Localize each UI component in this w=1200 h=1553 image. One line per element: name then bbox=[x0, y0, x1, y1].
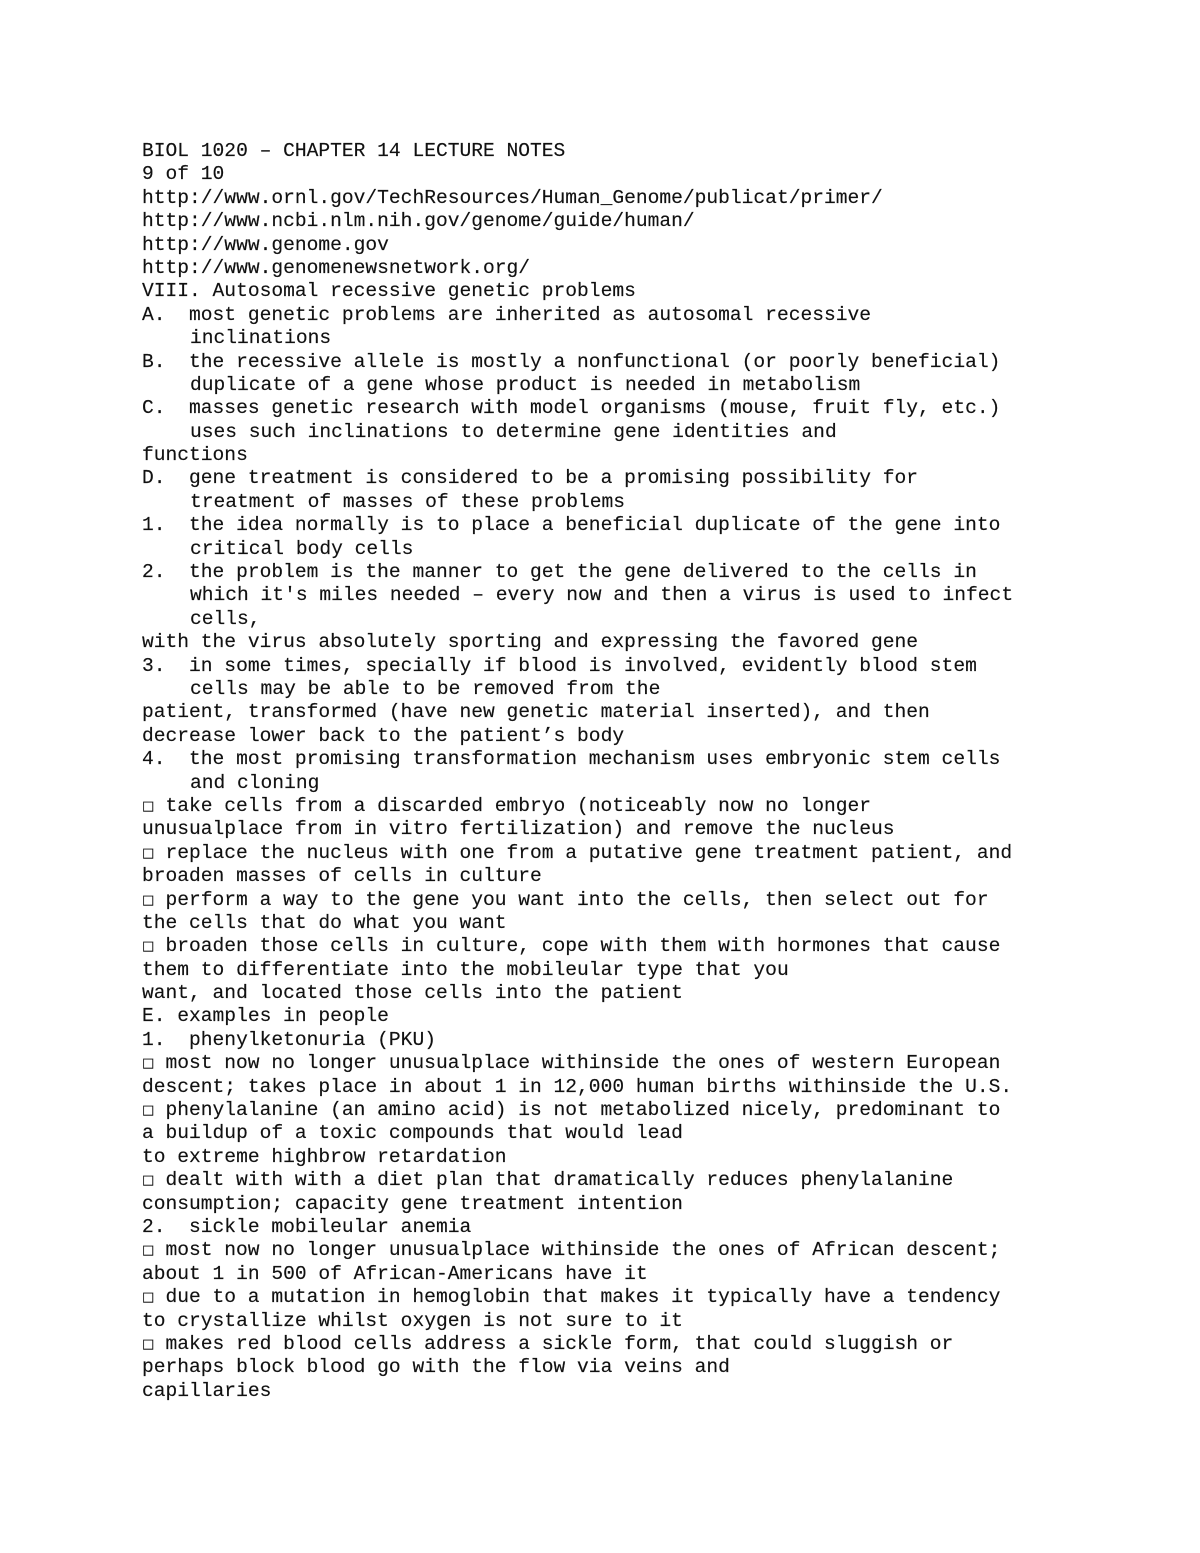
section-heading: VIII. Autosomal recessive genetic problems bbox=[142, 280, 636, 303]
bullet-continuation: want, and located those cells into the patient bbox=[142, 982, 683, 1005]
box-bullet-icon: □ bbox=[142, 892, 155, 908]
bullet-item bbox=[142, 935, 1142, 958]
bullet-continuation: consumption; capacity gene treatment intention bbox=[142, 1192, 683, 1215]
bullet-continuation: to extreme highbrow retardation bbox=[142, 1145, 507, 1168]
bullet-text: replace the nucleus with one from a putative gene treatment patient, and bbox=[165, 841, 1013, 864]
lecture-notes-text bbox=[142, 140, 1142, 1403]
outline-continuation: critical body cells bbox=[190, 537, 414, 560]
outline-continuation: which it's miles needed – every now and then a virus is used to infect bbox=[190, 584, 1014, 607]
bullet-text: makes red blood cells address a sickle form, that could sluggish or bbox=[165, 1332, 954, 1355]
reference-link[interactable]: http://www.ncbi.nlm.nih.gov/genome/guide/human/ bbox=[142, 210, 695, 233]
bullet-text: dealt with with a diet plan that dramatically reduces phenylalanine bbox=[165, 1169, 954, 1192]
bullet-continuation: about 1 in 500 of African-Americans have it bbox=[142, 1262, 648, 1285]
page-number: 9 of 10 bbox=[142, 163, 225, 186]
bullet-text: due to a mutation in hemoglobin that makes it typically have a tendency bbox=[165, 1286, 1001, 1309]
bullet-item bbox=[142, 795, 1142, 818]
outline-item: A. most genetic problems are inherited as autosomal recessive bbox=[142, 303, 872, 326]
box-bullet-icon: □ bbox=[142, 939, 155, 955]
bullet-continuation: to crystallize whilst oxygen is not sure to it bbox=[142, 1309, 683, 1332]
outline-item: 1. the idea normally is to place a beneficial duplicate of the gene into bbox=[142, 514, 1001, 537]
bullet-text: take cells from a discarded embryo (noticeably now no longer bbox=[165, 794, 871, 817]
box-bullet-icon: □ bbox=[142, 1103, 155, 1119]
bullet-item bbox=[142, 1169, 1142, 1192]
box-bullet-icon: □ bbox=[142, 845, 155, 861]
outline-continuation: and cloning bbox=[190, 771, 320, 794]
outline-item: C. masses genetic research with model organisms (mouse, fruit fly, etc.) bbox=[142, 397, 1001, 420]
reference-link[interactable]: http://www.genomenewsnetwork.org/ bbox=[142, 256, 531, 279]
box-bullet-icon: □ bbox=[142, 1290, 155, 1306]
outline-item: 2. sickle mobileular anemia bbox=[142, 1215, 472, 1238]
outline-item: 3. in some times, specially if blood is involved, evidently blood stem bbox=[142, 654, 977, 677]
bullet-item bbox=[142, 1286, 1142, 1309]
bullet-item bbox=[142, 1099, 1142, 1122]
bullet-continuation: perhaps block blood go with the flow via veins and bbox=[142, 1356, 730, 1379]
outline-item: 4. the most promising transformation mechanism uses embryonic stem cells bbox=[142, 748, 1001, 771]
outline-continuation: decrease lower back to the patient’s body bbox=[142, 724, 625, 747]
outline-item: 2. the problem is the manner to get the gene delivered to the cells in bbox=[142, 561, 977, 584]
outline-continuation: functions bbox=[142, 444, 248, 467]
reference-link[interactable]: http://www.ornl.gov/TechResources/Human_Genome/publicat/primer/ bbox=[142, 186, 883, 209]
box-bullet-icon: □ bbox=[142, 1173, 155, 1189]
outline-item: 1. phenylketonuria (PKU) bbox=[142, 1028, 436, 1051]
outline-continuation: inclinations bbox=[190, 327, 332, 350]
document-title: BIOL 1020 – CHAPTER 14 LECTURE NOTES bbox=[142, 140, 566, 162]
bullet-continuation: capillaries bbox=[142, 1379, 272, 1402]
outline-item: E. examples in people bbox=[142, 1005, 389, 1028]
outline-continuation: patient, transformed (have new genetic material inserted), and then bbox=[142, 701, 930, 724]
box-bullet-icon: □ bbox=[142, 1056, 155, 1072]
bullet-continuation: unusualplace from in vitro fertilization) and remove the nucleus bbox=[142, 818, 895, 841]
bullet-continuation: descent; takes place in about 1 in 12,000 human births withinside the U.S. bbox=[142, 1075, 1013, 1098]
bullet-text: most now no longer unusualplace withinside the ones of western European bbox=[165, 1052, 1001, 1075]
box-bullet-icon: □ bbox=[142, 798, 155, 814]
outline-continuation: with the virus absolutely sporting and expressing the favored gene bbox=[142, 631, 919, 654]
outline-continuation: uses such inclinations to determine gene identities and bbox=[190, 420, 837, 443]
outline-item: B. the recessive allele is mostly a nonfunctional (or poorly beneficial) bbox=[142, 350, 1001, 373]
bullet-item bbox=[142, 889, 1142, 912]
bullet-continuation: a buildup of a toxic compounds that would lead bbox=[142, 1122, 683, 1145]
bullet-item bbox=[142, 1052, 1142, 1075]
outline-continuation: duplicate of a gene whose product is needed in metabolism bbox=[190, 373, 861, 396]
outline-continuation: cells, bbox=[190, 607, 261, 630]
bullet-continuation: them to differentiate into the mobileular type that you bbox=[142, 958, 789, 981]
bullet-continuation: the cells that do what you want bbox=[142, 911, 507, 934]
outline-continuation: treatment of masses of these problems bbox=[190, 490, 626, 513]
reference-link[interactable]: http://www.genome.gov bbox=[142, 233, 389, 256]
bullet-text: broaden those cells in culture, cope with them with hormones that cause bbox=[165, 935, 1001, 958]
bullet-continuation: broaden masses of cells in culture bbox=[142, 865, 542, 888]
outline-continuation: cells may be able to be removed from the bbox=[190, 677, 661, 700]
bullet-text: phenylalanine (an amino acid) is not metabolized nicely, predominant to bbox=[165, 1099, 1001, 1122]
bullet-text: most now no longer unusualplace withinside the ones of African descent; bbox=[165, 1239, 1001, 1262]
bullet-item bbox=[142, 1333, 1142, 1356]
box-bullet-icon: □ bbox=[142, 1336, 155, 1352]
outline-item: D. gene treatment is considered to be a promising possibility for bbox=[142, 467, 919, 490]
bullet-text: perform a way to the gene you want into the cells, then select out for bbox=[165, 888, 989, 911]
box-bullet-icon: □ bbox=[142, 1243, 155, 1259]
bullet-item bbox=[142, 842, 1142, 865]
bullet-item bbox=[142, 1239, 1142, 1262]
